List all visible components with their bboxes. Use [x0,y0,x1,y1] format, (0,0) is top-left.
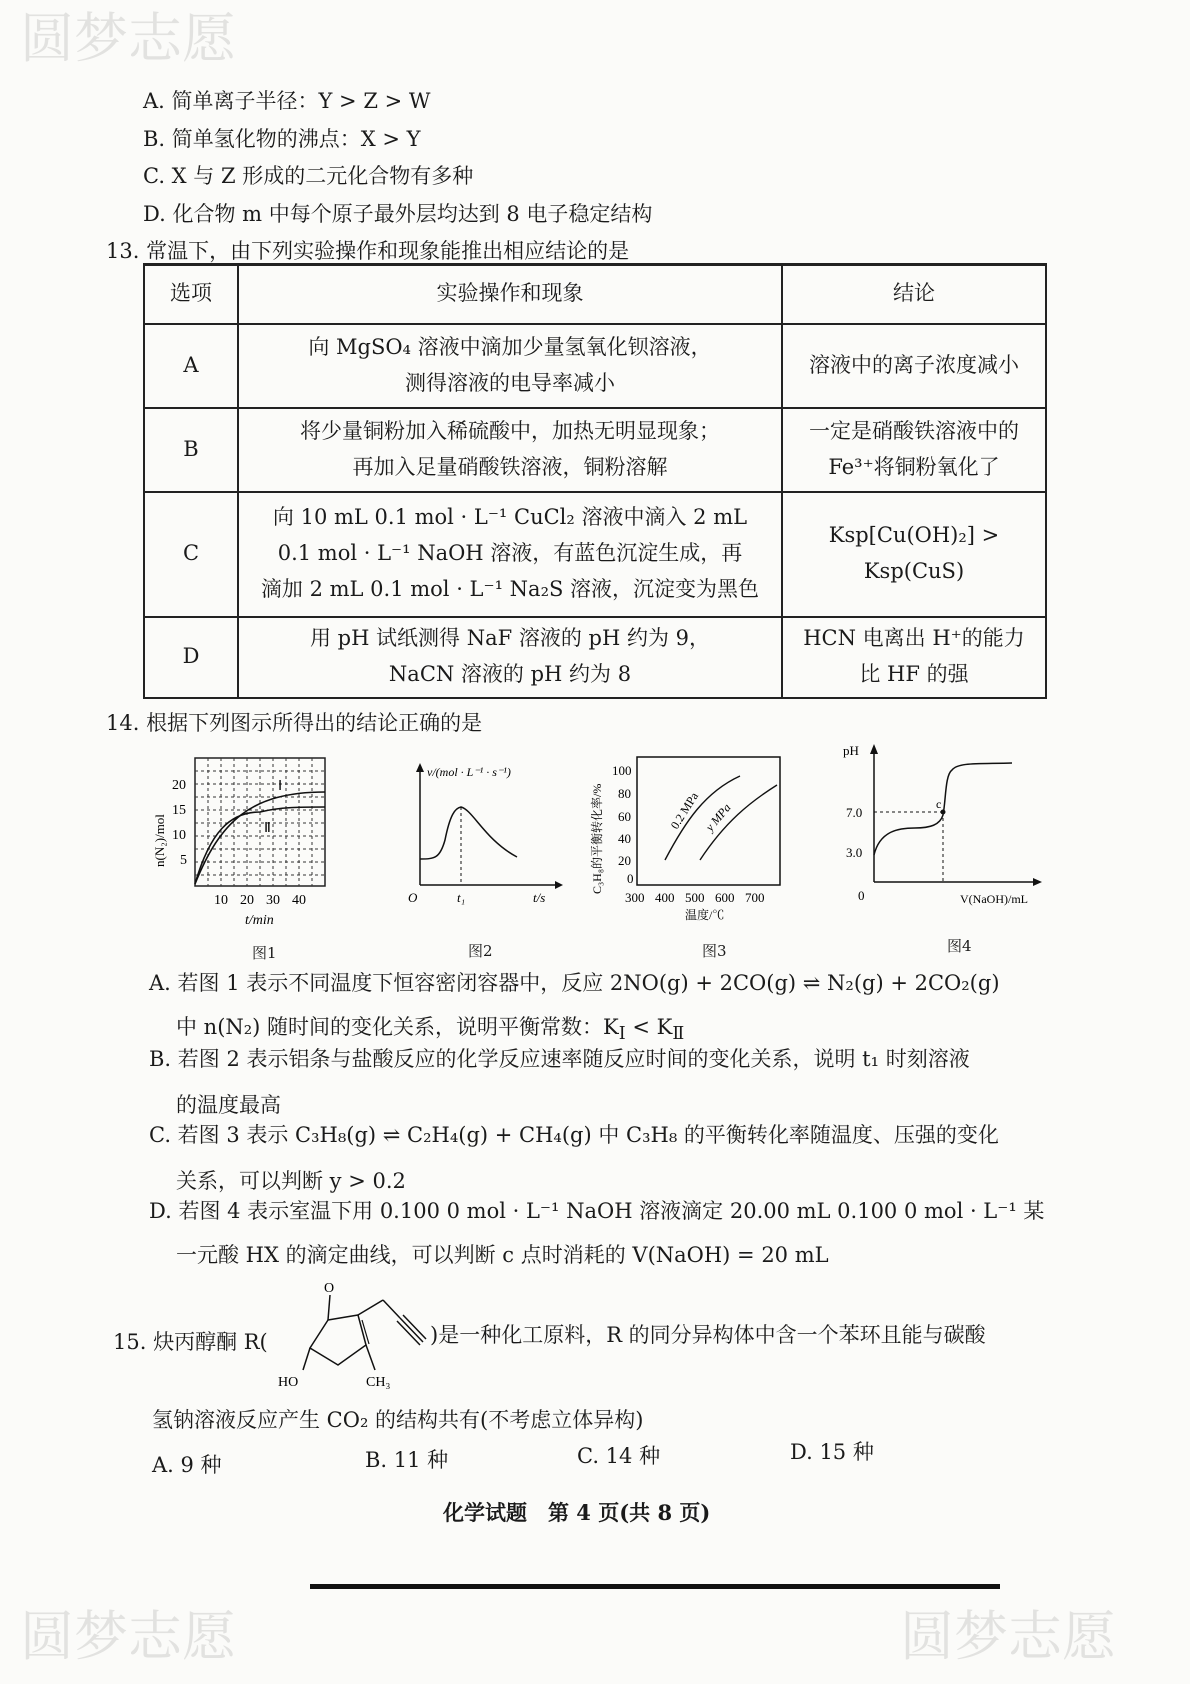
q14-option-c: C. 若图 3 表示 C₃H₈(g) ⇌ C₂H₄(g) + CH₄(g) 中 C₃H₈ 的平衡转化率随温度、压强的变化 [149,1123,999,1147]
text: 测得溶液的电导率减小 [405,370,615,395]
watermark: 圆梦志愿 [900,1605,1116,1668]
curve-label-1: Ⅰ [278,779,283,794]
curve-label-2: Ⅱ [264,821,271,836]
row-conclusion [782,408,1046,492]
q14-stem: 14. 根据下列图示所得出的结论正确的是 [106,711,483,735]
header-conclusion: 结论 [782,265,1046,324]
figure-3-caption: 图3 [702,942,727,960]
q14-option-a-cont: 中 n(N₂) 随时间的变化关系，说明平衡常数：$K_Ⅰ < K_Ⅱ$ [176,1015,685,1045]
structure-diagram [278,1280,438,1404]
y-axis-label: n(N₂)/mol [152,814,167,867]
q12-option-a: A. 简单离子半径：Y > Z > W [143,89,431,113]
q15-option-b: B. 11 种 [365,1448,449,1472]
header-option: 选项 [144,265,238,324]
t1-label: t₁ [457,890,466,905]
x-tick: 40 [292,893,306,908]
origin-label: 0 [858,888,865,903]
text: 滴加 2 mL 0.1 mol · L⁻¹ Na₂S 溶液，沉淀变为黑色 [260,576,760,601]
table-row [144,617,1046,698]
x-tick: 700 [745,890,765,905]
page-footer: 化学试题 第 4 页(共 8 页) [443,1500,711,1525]
header-operation: 实验操作和现象 [238,265,782,324]
text: 用 pH 试纸测得 NaF 溶液的 pH 约为 9， [309,626,711,651]
y-tick: 5 [180,853,187,868]
q14-option-d-cont: 一元酸 HX 的滴定曲线，可以判断 c 点时消耗的 V(NaOH) = 20 mL [176,1243,829,1267]
y-axis-label: C₃H₈的平衡转化率/% [590,783,604,894]
x-tick: 300 [625,890,645,905]
text: Fe³⁺将铜粉氧化了 [828,454,1000,479]
text: HCN 电离出 H⁺的能力 [803,626,1025,651]
q14-option-b-cont: 的温度最高 [176,1093,281,1117]
text: 将少量铜粉加入稀硫酸中，加热无明显现象； [300,418,720,443]
table-row [144,492,1046,617]
x-tick: 10 [214,893,228,908]
q12-option-b: B. 简单氢化物的沸点：X > Y [143,127,421,151]
q13-table [143,263,1047,699]
row-conclusion [782,324,1046,408]
text: 比 HF 的强 [859,662,969,686]
q12-option-d: D. 化合物 m 中每个原子最外层均达到 8 电子稳定结构 [143,202,653,226]
x-axis-label: t/s [533,890,546,905]
q15-line2: 氢钠溶液反应产生 CO₂ 的结构共有(不考虑立体异构) [152,1408,644,1432]
atom-label: CH₃ [366,1375,391,1390]
figure-4-caption: 图4 [947,937,972,955]
text: 溶液中的离子浓度减小 [809,352,1019,377]
curve-label-2: y MPa [702,800,734,834]
text: 再加入足量硝酸铁溶液，铜粉溶解 [352,454,668,479]
x-tick: 400 [655,890,675,905]
figure-1 [150,752,350,946]
q15-stem-a: 15. 炔丙醇酮 R( [113,1330,268,1354]
text: Ksp(CuS) [863,559,965,583]
y-tick: 100 [612,763,632,778]
row-operation [238,492,782,617]
q15-option-d: D. 15 种 [790,1440,874,1464]
x-tick: 500 [685,890,705,905]
curve-label-1: 0.2 MPa [667,789,702,832]
x-axis-label: V(NaOH)/mL [960,892,1028,906]
atom-label: O [324,1281,335,1296]
origin-label: O [408,890,418,905]
text: 向 10 mL 0.1 mol · L⁻¹ CuCl₂ 溶液中滴入 2 mL [272,505,748,530]
y-tick: 60 [618,809,631,824]
y-axis-label: v/(mol · L⁻¹ · s⁻¹) [427,765,511,779]
row-operation [238,617,782,698]
figure-4 [840,740,1060,914]
figure-3 [585,752,805,936]
y-tick: 15 [172,803,186,818]
x-axis-label: t/min [245,913,274,928]
row-option: A [144,324,238,408]
table-row [144,408,1046,492]
q14-option-a: A. 若图 1 表示不同温度下恒容密闭容器中，反应 2NO(g) + 2CO(g) ⇌ N₂(g) + 2CO₂(g) [149,971,1000,995]
watermark: 圆梦志愿 [20,7,236,70]
q12-option-c: C. X 与 Z 形成的二元化合物有多种 [143,164,474,188]
row-operation [238,324,782,408]
text: 一定是硝酸铁溶液中的 [809,418,1019,443]
q15-option-a: A. 9 种 [152,1453,222,1477]
x-tick: 600 [715,890,735,905]
q15-option-c: C. 14 种 [577,1444,661,1468]
y-axis-label: pH [843,743,859,758]
y-tick: 7.0 [846,805,863,820]
row-operation [238,408,782,492]
text: 0.1 mol · L⁻¹ NaOH 溶液，有蓝色沉淀生成，再 [277,541,743,566]
y-tick: 20 [618,853,631,868]
y-tick: 40 [618,831,631,846]
figure-2 [405,760,575,914]
q14-option-d: D. 若图 4 表示室温下用 0.100 0 mol · L⁻¹ NaOH 溶液滴定 20.00 mL 0.100 0 mol · L⁻¹ 某 [149,1199,1045,1223]
q14-option-b: B. 若图 2 表示铝条与盐酸反应的化学反应速率随反应时间的变化关系，说明 t₁ 时刻溶液 [149,1047,970,1071]
figure-2-caption: 图2 [468,942,493,960]
bottom-divider [310,1584,1000,1589]
y-tick: 0 [627,871,634,886]
table-row [144,324,1046,408]
y-tick: 3.0 [846,845,863,860]
figure-1-caption: 图1 [252,944,277,962]
row-conclusion [782,617,1046,698]
text: 向 MgSO₄ 溶液中滴加少量氢氧化钡溶液， [308,334,712,359]
text: Ksp[Cu(OH)₂] > [828,523,1000,548]
watermark: 圆梦志愿 [20,1605,236,1668]
q14-option-c-cont: 关系，可以判断 y > 0.2 [176,1169,406,1193]
text: NaCN 溶液的 pH 约为 8 [388,662,632,686]
q15-stem-b: )是一种化工原料，R 的同分异构体中含一个苯环且能与碳酸 [430,1323,986,1347]
atom-label: HO [278,1375,299,1390]
point-c-label: c [936,797,942,811]
y-tick: 20 [172,778,186,793]
row-conclusion [782,492,1046,617]
x-axis-label: 温度/℃ [685,908,725,922]
row-option: B [144,408,238,492]
q13-stem: 13. 常温下，由下列实验操作和现象能推出相应结论的是 [106,239,630,263]
y-tick: 10 [172,828,186,843]
x-tick: 30 [266,893,280,908]
y-tick: 80 [618,786,631,801]
row-option: D [144,617,238,698]
x-tick: 20 [240,893,254,908]
row-option: C [144,492,238,617]
